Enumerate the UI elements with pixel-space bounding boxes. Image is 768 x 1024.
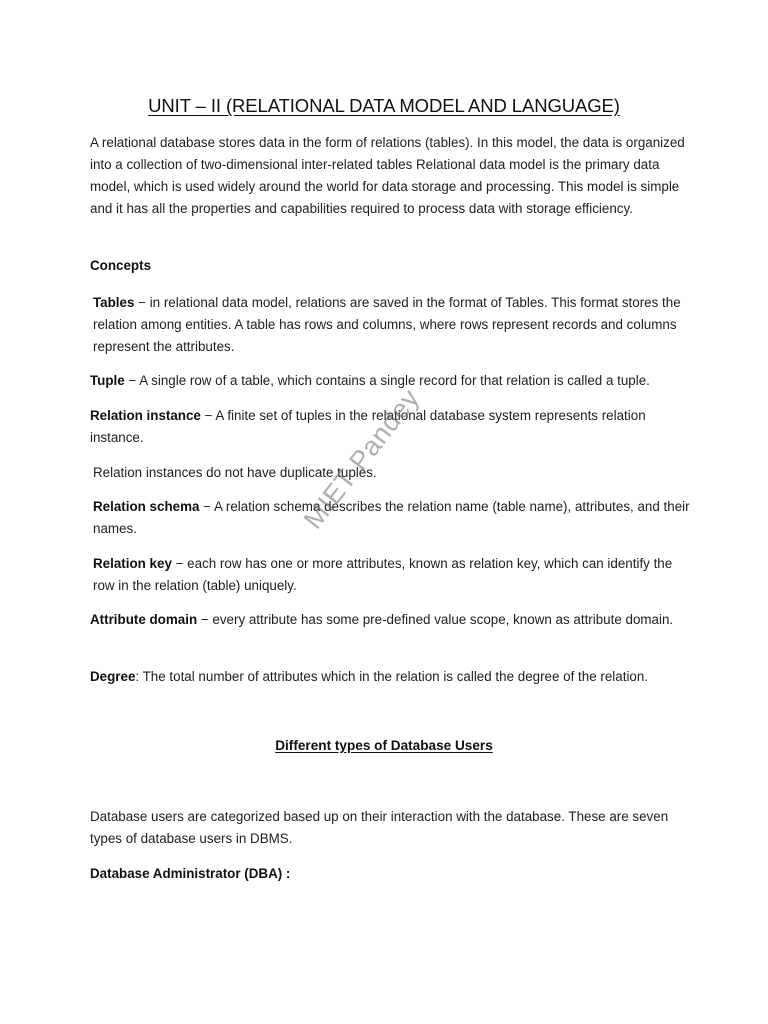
- users-heading: Different types of Database Users: [275, 738, 493, 753]
- concept-term: Relation instance: [90, 408, 201, 423]
- concept-separator: −: [200, 408, 216, 423]
- concept-relation-key: [93, 553, 693, 597]
- concept-separator: −: [124, 373, 140, 388]
- concept-definition: every attribute has some pre-defined value scope, known as attribute domain.: [212, 612, 674, 627]
- concept-term: Tuple: [90, 373, 125, 388]
- concept-separator: −: [134, 295, 150, 310]
- concept-separator: −: [171, 556, 188, 571]
- concept-definition: A relation schema describes the relation name (table name), attributes, and their names.: [93, 499, 690, 536]
- concept-no-duplicates: [93, 462, 693, 484]
- concept-definition: in relational data model, relations are saved in the format of Tables. This format stores the relation among entities. A table has rows and columns, where rows represent records and columns represent the attributes.: [93, 295, 681, 354]
- concept-definition: Relation instances do not have duplicate tuples.: [93, 465, 377, 480]
- concept-attribute-domain: [90, 609, 690, 631]
- concepts-heading: Concepts: [90, 258, 152, 273]
- concept-separator: −: [199, 499, 214, 514]
- concept-relation-instance: [90, 405, 690, 449]
- concept-term: Relation schema: [93, 499, 200, 514]
- concept-definition: A finite set of tuples in the relational database system represents relation instance.: [90, 408, 646, 445]
- concept-relation-schema: [93, 496, 693, 540]
- concept-separator: :: [135, 669, 143, 684]
- page-title: UNIT – II (RELATIONAL DATA MODEL AND LANGUAGE): [148, 95, 620, 116]
- concept-tuple: [90, 370, 690, 392]
- concept-separator: −: [197, 612, 213, 627]
- concept-term: Relation key: [93, 556, 172, 571]
- concept-term: Tables: [93, 295, 135, 310]
- dba-heading: Database Administrator (DBA) :: [90, 866, 291, 881]
- users-intro-paragraph: Database users are categorized based up on their interaction with the database. These are seven types of database users in DBMS.: [90, 809, 669, 846]
- concept-definition: The total number of attributes which in the relation is called the degree of the relation.: [142, 669, 649, 684]
- watermark: MIET Pandey: [297, 383, 426, 535]
- concept-degree: [90, 666, 690, 688]
- concept-tables: [93, 292, 693, 358]
- concept-term: Degree: [90, 669, 136, 684]
- concept-term: Attribute domain: [90, 612, 198, 627]
- intro-paragraph: A relational database stores data in the form of relations (tables). In this model, the data is organized into a collection of two-dimensional inter-related tables Relational data model is the primary data model, which is used widely around the world for data storage and processing. This model is simple and it has all the properties and capabilities required to process data with storage efficiency.: [90, 135, 685, 216]
- concept-definition: each row has one or more attributes, known as relation key, which can identify the row in the relation (table) uniquely.: [93, 556, 673, 593]
- concept-definition: A single row of a table, which contains a single record for that relation is called a tuple.: [139, 373, 650, 388]
